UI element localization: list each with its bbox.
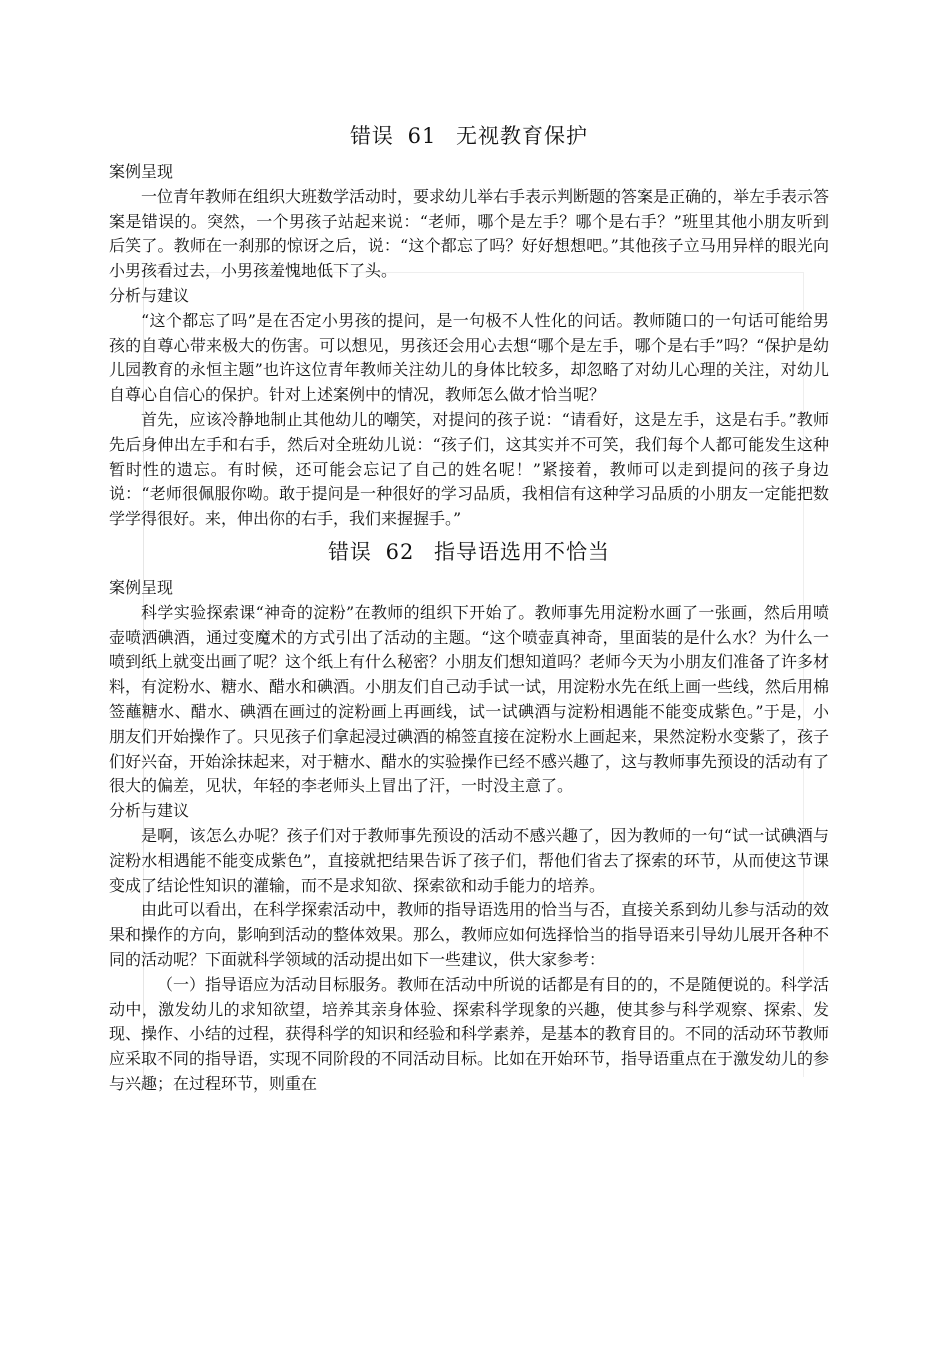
document-body (109, 118, 829, 1097)
section-62-title (109, 534, 829, 570)
title-number: 62 (385, 539, 415, 564)
analysis-paragraph: 由此可以看出，在科学探索活动中，教师的指导语选用的恰当与否，直接关系到幼儿参与活动的效果和操作的方向，影响到活动的整体效果。那么，教师应如何选择恰当的指导语来引导幼儿展开各种不同的活动呢？下面就科学领域的活动提出如下一些建议，供大家参考： (109, 900, 830, 969)
title-prefix: 错误 (327, 539, 372, 564)
section-61-title (109, 118, 829, 154)
title-text: 无视教育保护 (456, 124, 589, 148)
title-prefix: 错误 (349, 124, 394, 148)
analysis-paragraph: 首先，应该冷静地制止其他幼儿的嘲笑，对提问的孩子说：“请看好，这是左手，这是右手。”教师先后身伸出左手和右手，然后对全班幼儿说：“孩子们，这其实并不可笑，我们每个人都可能发生这种暂时性的遗忘。有时候，还可能会忘记了自己的姓名呢！”紧接着，教师可以走到提问的孩子身边说：“老师很佩服你呦。敢于提问是一种很好的学习品质，我相信有这种学习品质的小朋友一定能把数学学得很好。来，伸出你的右手，我们来握握手。” (109, 409, 829, 529)
case-label: 案例呈现 (109, 162, 174, 181)
analysis-label: 分析与建议 (109, 285, 190, 305)
title-text: 指导语选用不恰当 (434, 539, 611, 564)
case-paragraph: 科学实验探索课“神奇的淀粉”在教师的组织下开始了。教师事先用淀粉水画了一张画，然后用喷壶喷洒碘酒，通过变魔术的方式引出了活动的主题。“这个喷壶真神奇，里面装的是什么水？为什么一喷到纸上就变出画了呢？这个纸上有什么秘密？小朋友们想知道吗？老师今天为小朋友们准备了许多材料，有淀粉水、糖水、醋水和碘酒。小朋友们自己动手试一试，用淀粉水先在纸上画一些线，然后用棉签蘸糖水、醋水、碘酒在画过的淀粉画上再画线，试一试碘酒与淀粉相遇能不能变成紫色。”于是，小朋友们开始操作了。只见孩子们拿起浸过碘酒的棉签直接在淀粉水上画起来，果然淀粉水变紫了，孩子们好兴奋，开始涂抹起来，对于糖水、醋水的实验操作已经不感兴趣了，这与教师事先预设的活动有了很大的偏差，见状，年轻的李老师头上冒出了汗，一时没主意了。 (109, 602, 830, 796)
title-number: 61 (407, 124, 437, 148)
case-label: 案例呈现 (109, 577, 174, 597)
analysis-paragraph: 是啊，该怎么办呢？孩子们对于教师事先预设的活动不感兴趣了，因为教师的一句“试一试碘酒与淀粉水相遇能不能变成紫色”，直接就把结果告诉了孩子们，帮他们省去了探索的环节，从而使这节课变成了结论性知识的灌输，而不是求知欲、探索欲和动手能力的培养。 (109, 825, 829, 895)
analysis-paragraph: “这个都忘了吗”是在否定小男孩的提问，是一句极不人性化的问话。教师随口的一句话可能给男孩的自尊心带来极大的伤害。可以想见，男孩还会用心去想“哪个是左手，哪个是右手”吗？“保护是幼儿园教育的永恒主题”也许这位青年教师关注幼儿的身体比较多，却忽略了对幼儿心理的关注，对幼儿自尊心自信心的保护。针对上述案例中的情况，教师怎么做才恰当呢？ (109, 310, 829, 405)
list-paragraph: （一）指导语应为活动目标服务。教师在活动中所说的话都是有目的的，不是随便说的。科学活动中，激发幼儿的求知欲望，培养其亲身体验、探索科学现象的兴趣，使其参与科学观察、探索、发现、操作、小结的过程，获得科学的知识和经验和科学素养，是基本的教育目的。不同的活动环节教师应采取不同的指导语，实现不同阶段的不同活动目标。比如在开始环节，指导语重点在于激发幼儿的参与兴趣；在过程环节，则重在 (109, 974, 830, 1093)
case-paragraph: 一位青年教师在组织大班数学活动时，要求幼儿举右手表示判断题的答案是正确的，举左手表示答案是错误的。突然，一个男孩子站起来说：“老师，哪个是左手？哪个是右手？”班里其他小朋友听到后笑了。教师在一刹那的惊讶之后，说：“这个都忘了吗？好好想想吧。”其他孩子立马用异样的眼光向小男孩看过去，小男孩羞愧地低下了头。 (109, 186, 830, 281)
analysis-label: 分析与建议 (109, 801, 190, 821)
